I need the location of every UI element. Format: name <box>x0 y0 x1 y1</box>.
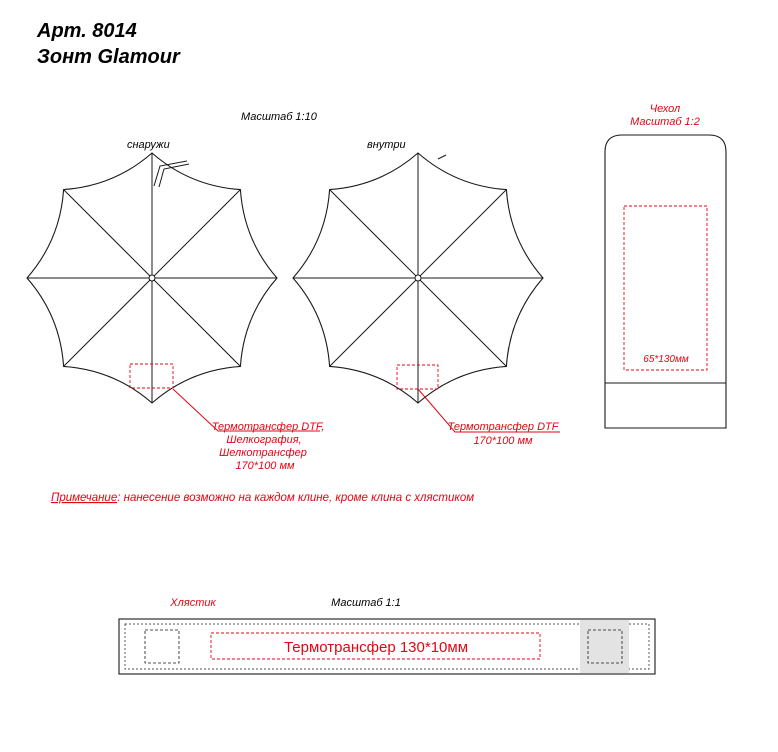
umbrella-rib <box>330 278 418 366</box>
umbrella-scale: Масштаб 1:10 <box>241 111 317 123</box>
cover-title: Чехол <box>649 103 681 115</box>
caption-line: Термотрансфер DTF <box>447 421 559 433</box>
umbrella-rib <box>152 190 240 278</box>
umbrella-rib <box>330 190 418 278</box>
note-text: : нанесение возможно на каждом клине, кроме клина с хлястиком <box>117 492 475 504</box>
strap-drawing <box>119 619 655 674</box>
strap-print-size: Термотрансфер 130*10мм <box>283 639 469 656</box>
strap-scale: Масштаб 1:1 <box>331 597 401 609</box>
article-number: Арт. 8014 <box>37 20 137 42</box>
umbrella-inside-tip <box>415 275 421 281</box>
inside-label: внутри <box>367 139 406 151</box>
caption-line: 170*100 мм <box>235 460 295 472</box>
cover-scale: Масштаб 1:2 <box>630 116 700 128</box>
caption-line: Шелкотрансфер <box>219 447 307 459</box>
umbrella-rib <box>418 190 506 278</box>
caption-line: 170*100 мм <box>473 435 533 447</box>
umbrella-rib <box>418 278 506 366</box>
umbrella-inside-strap <box>438 155 446 159</box>
outside-print-caption <box>212 421 325 472</box>
inside-print-caption <box>448 421 560 447</box>
cover-print-size: 65*130мм <box>643 354 689 365</box>
caption-line: Шелкография, <box>226 434 302 446</box>
caption-line: Термотрансфер DTF, <box>211 421 325 433</box>
strap-title: Хлястик <box>170 597 216 609</box>
umbrella-outside-tip <box>149 275 155 281</box>
cover-outline <box>605 135 726 428</box>
note-line <box>51 492 474 504</box>
umbrella-inside <box>293 153 560 432</box>
umbrella-rib <box>64 278 152 366</box>
umbrella-rib <box>64 190 152 278</box>
umbrella-outside <box>27 153 320 431</box>
note-label: Примечание <box>51 492 118 504</box>
product-name: Зонт Glamour <box>37 46 180 68</box>
umbrella-rib <box>152 278 240 366</box>
outside-label: снаружи <box>127 139 170 151</box>
